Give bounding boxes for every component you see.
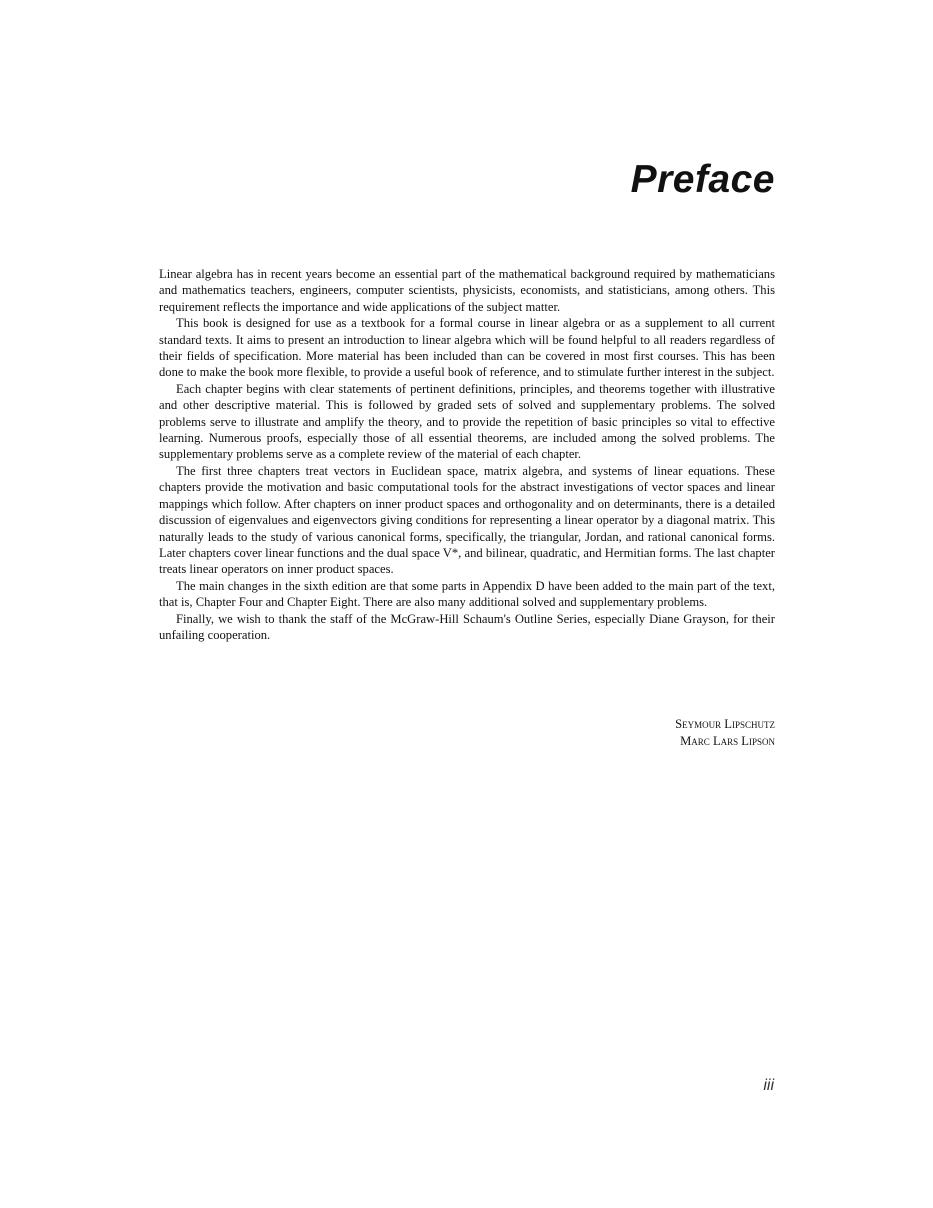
- page-number: iii: [763, 1077, 774, 1094]
- author-name: Marc Lars Lipson: [680, 733, 775, 748]
- paragraph: Finally, we wish to thank the staff of the McGraw-Hill Schaum's Outline Series, especially Diane Grayson, for their unfailing cooperation.: [159, 611, 775, 642]
- author-signature: [675, 716, 775, 749]
- paragraph: Each chapter begins with clear statements of pertinent definitions, principles, and theorems together with illustrative and other descriptive material. This is followed by graded sets of solved and supplementary problems. The solved problems serve to illustrate and amplify the theory, and to provide the repetition of basic principles so vital to effective learning. Numerous proofs, especially those of all essential theorems, are included among the solved problems. The supplementary problems serve as a complete review of the material of each chapter.: [159, 381, 775, 462]
- paragraph: This book is designed for use as a textbook for a formal course in linear algebra or as a supplement to all current standard texts. It aims to present an introduction to linear algebra which will be found helpful to all readers regardless of their fields of specification. More material has been included than can be covered in most first courses. This has been done to make the book more flexible, to provide a useful book of reference, and to stimulate further interest in the subject.: [159, 316, 775, 380]
- preface-body: [159, 266, 775, 643]
- author-name: Seymour Lipschutz: [675, 717, 775, 731]
- paragraph: The main changes in the sixth edition are that some parts in Appendix D have been added to the main part of the text, that is, Chapter Four and Chapter Eight. There are also many additional solved and supplementary problems.: [159, 578, 775, 610]
- paragraph: The first three chapters treat vectors in Euclidean space, matrix algebra, and systems of linear equations. These chapters provide the motivation and basic computational tools for the abstract investigations of vector spaces and linear mappings which follow. After chapters on inner product spaces and orthogonality and on determinants, there is a detailed discussion of eigenvalues and eigenvectors giving conditions for representing a linear operator by a diagonal matrix. This naturally leads to the study of various canonical forms, specifically, the triangular, Jordan, and rational canonical forms. Later chapters cover linear functions and the dual space V*, and bilinear, quadratic, and Hermitian forms. The last chapter treats linear operators on inner product spaces.: [159, 463, 775, 577]
- page-title: Preface: [630, 158, 775, 201]
- paragraph: Linear algebra has in recent years become an essential part of the mathematical background required by mathematicians and mathematics teachers, engineers, computer scientists, physicists, economists, and statisticians, among others. This requirement reflects the importance and wide applications of the subject matter.: [159, 267, 775, 314]
